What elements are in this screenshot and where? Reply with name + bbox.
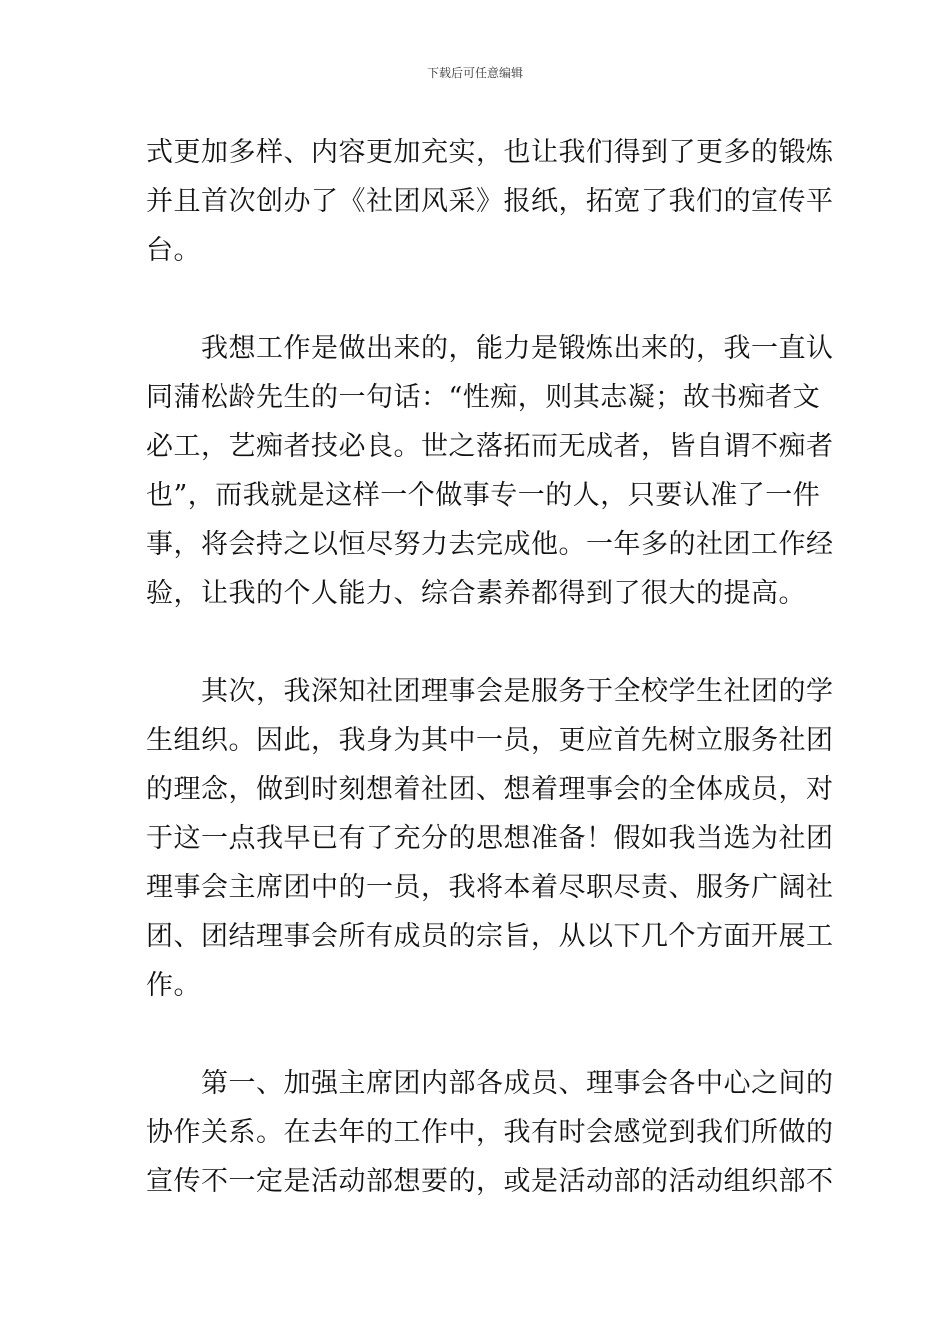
page-header: 下载后可任意编辑 xyxy=(426,66,523,80)
paragraph-gap xyxy=(146,618,811,667)
text-line: 的理念，做到时刻想着社团、想着理事会的全体成员，对 xyxy=(146,774,834,805)
text-line: 事，将会持之以恒尽努力去完成他。一年多的社团工作经 xyxy=(146,529,834,560)
text-line: 于这一点我早已有了充分的思想准备！假如我当选为社团 xyxy=(146,823,834,854)
text-line: 其次，我深知社团理事会是服务于全校学生社团的学 xyxy=(146,676,834,707)
paragraph xyxy=(146,128,834,275)
text-line: 式更加多样、内容更加充实，也让我们得到了更多的锻炼 xyxy=(146,137,834,168)
paragraph xyxy=(146,667,834,1010)
paragraph-gap xyxy=(146,1010,811,1059)
text-line: 团、团结理事会所有成员的宗旨，从以下几个方面开展工 xyxy=(146,921,834,952)
text-line: 台。 xyxy=(146,235,201,266)
document-body xyxy=(146,128,834,1206)
text-line: 必工，艺痴者技必良。世之落拓而无成者，皆自谓不痴者 xyxy=(146,431,834,462)
text-line: 理事会主席团中的一员，我将本着尽职尽责、服务广阔社 xyxy=(146,872,834,903)
paragraph xyxy=(146,324,834,618)
text-line: 作。 xyxy=(146,970,201,1001)
text-line: 同蒲松龄先生的一句话：“性痴，则其志凝；故书痴者文 xyxy=(146,382,821,413)
paragraph xyxy=(146,1059,834,1206)
text-line: 验，让我的个人能力、综合素养都得到了很大的提高。 xyxy=(146,578,806,609)
text-line: 协作关系。在去年的工作中，我有时会感觉到我们所做的 xyxy=(146,1117,834,1148)
text-line: 生组织。因此，我身为其中一员，更应首先树立服务社团 xyxy=(146,725,834,756)
text-line: 我想工作是做出来的，能力是锻炼出来的，我一直认 xyxy=(146,333,834,364)
text-line: 第一、加强主席团内部各成员、理事会各中心之间的 xyxy=(146,1068,834,1099)
text-line: 并且首次创办了《社团风采》报纸，拓宽了我们的宣传平 xyxy=(146,186,834,217)
text-line: 也”，而我就是这样一个做事专一的人，只要认准了一件 xyxy=(146,480,821,511)
text-line: 宣传不一定是活动部想要的，或是活动部的活动组织部不 xyxy=(146,1166,834,1197)
paragraph-gap xyxy=(146,275,811,324)
